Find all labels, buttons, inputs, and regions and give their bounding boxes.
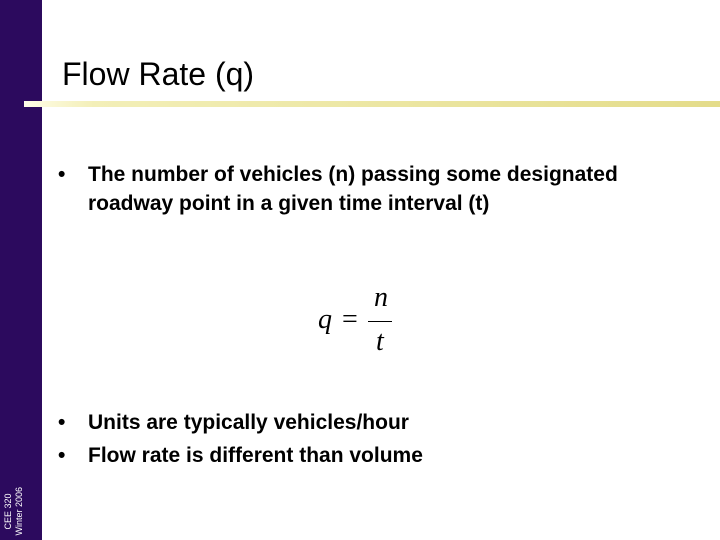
term-label: Winter 2006: [14, 487, 24, 536]
fraction-bar: [368, 321, 392, 322]
formula-numerator: n: [374, 282, 388, 313]
bullet-dot: •: [58, 163, 66, 186]
course-label: CEE 320: [3, 493, 13, 530]
formula-equals: =: [342, 304, 358, 335]
bullet-text: Flow rate is different than volume: [88, 444, 423, 467]
sidebar-footer: [3, 487, 39, 536]
flow-rate-formula: [318, 282, 408, 357]
bullet-item: [58, 408, 668, 437]
bullet-list-bottom: [58, 408, 668, 474]
sidebar-bar: [0, 0, 42, 540]
bullet-item: [58, 160, 668, 218]
formula-lhs: q: [318, 304, 332, 335]
title-underline: [24, 101, 720, 107]
bullet-dot: •: [58, 444, 66, 467]
bullet-list-top: [58, 160, 668, 218]
bullet-dot: •: [58, 411, 66, 434]
slide-title: Flow Rate (q): [62, 56, 255, 92]
bullet-text: The number of vehicles (n) passing some designated roadway point in a given time interval (t): [88, 163, 618, 215]
formula-denominator: t: [376, 326, 384, 357]
bullet-text: Units are typically vehicles/hour: [88, 411, 409, 434]
bullet-item: [58, 441, 668, 470]
